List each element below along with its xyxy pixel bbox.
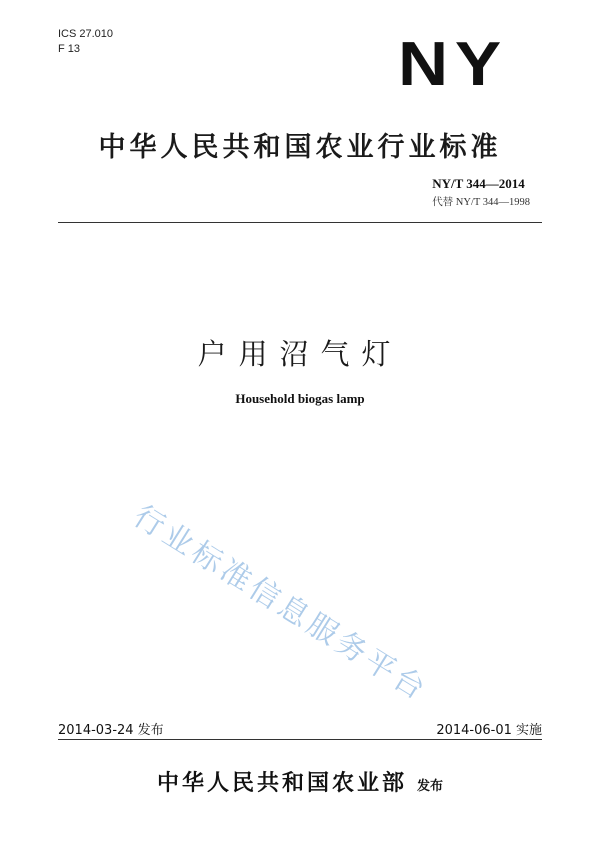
implementation-date: 2014-06-01 实施 — [436, 723, 542, 738]
standard-code-block — [432, 176, 530, 209]
document-title: 户用沼气灯 — [197, 337, 403, 371]
publisher-action: 发布 — [417, 779, 444, 794]
watermark: 行业标准信息服务平台 — [127, 498, 435, 709]
top-divider — [58, 222, 542, 223]
replaces-standard: 代替 NY/T 344—1998 — [432, 197, 530, 208]
ics-code: ICS 27.010 — [58, 28, 114, 40]
issue-date: 2014-03-24 发布 — [58, 723, 164, 738]
publisher — [0, 766, 600, 797]
standard-number: NY/T 344—2014 — [432, 176, 525, 191]
standard-category-title: 中华人民共和国农业行业标准 — [98, 132, 502, 163]
publisher-org: 中华人民共和国农业部 — [156, 771, 407, 796]
document-title-english: Household biogas lamp — [235, 391, 365, 406]
ny-logo: NY — [398, 30, 508, 99]
ccs-code: F 13 — [58, 43, 81, 55]
bottom-divider — [58, 739, 542, 740]
classification-codes — [58, 27, 113, 57]
